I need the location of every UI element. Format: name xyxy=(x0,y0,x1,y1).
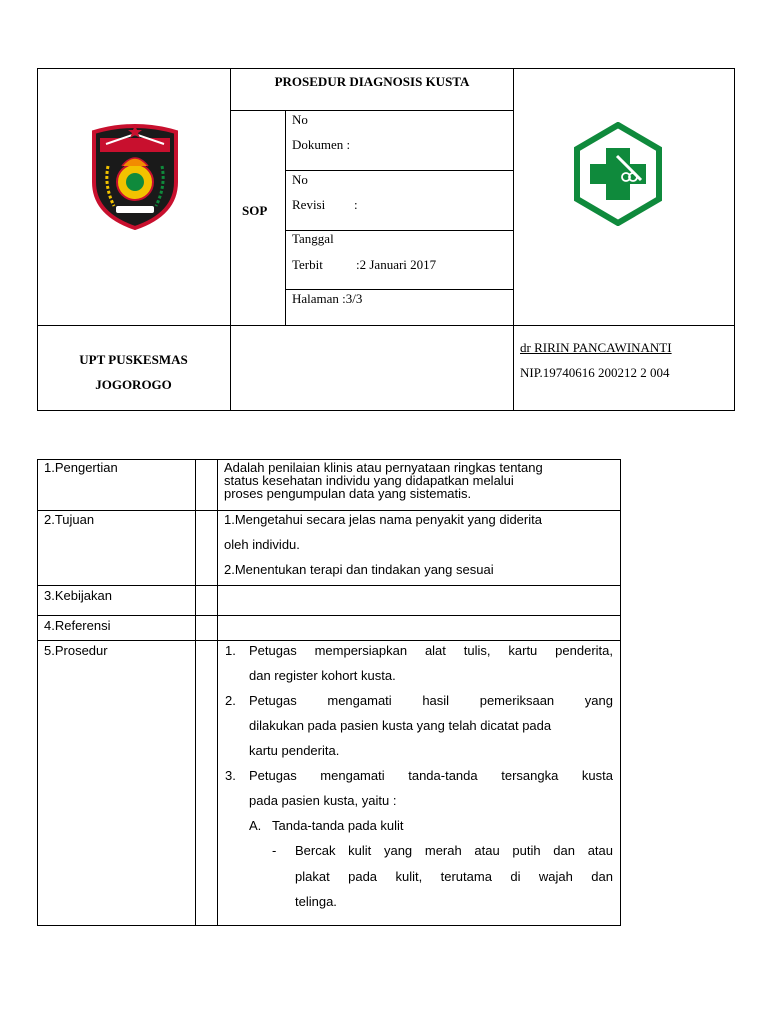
row-label-kebijakan: 3.Kebijakan xyxy=(44,588,112,603)
sub-item-a-text: Tanda-tanda pada kulit xyxy=(272,818,404,833)
no-dokumen-divider xyxy=(285,170,514,171)
table-row-divider-3 xyxy=(37,615,621,616)
pengertian-line2: status kesehatan individu yang didapatkan melalui xyxy=(224,473,514,488)
organization-name-line1: UPT PUSKESMAS xyxy=(79,352,188,367)
no-revisi-colon: : xyxy=(354,197,358,212)
pengertian-line3: proses pengumpulan data yang sistematis. xyxy=(224,486,472,501)
no-dokumen-label-line1: No xyxy=(292,112,308,127)
regency-crest-logo xyxy=(90,122,180,230)
tanggal-label-line2: Terbit xyxy=(292,257,323,272)
document-title: PROSEDUR DIAGNOSIS KUSTA xyxy=(274,74,470,89)
step-2-line3: kartu penderita. xyxy=(249,743,340,758)
title-underline xyxy=(230,110,514,111)
tujuan-line1: 1.Mengetahui secara jelas nama penyakit yang diderita xyxy=(224,512,542,527)
no-revisi-label-line2: Revisi xyxy=(292,197,326,212)
halaman: Halaman :3/3 xyxy=(292,291,363,306)
no-dokumen-label-line2: Dokumen : xyxy=(292,137,351,152)
table-row-divider-2 xyxy=(37,585,621,586)
puskesmas-cross-logo xyxy=(573,122,663,226)
step-1-line2: dan register kohort kusta. xyxy=(249,668,396,683)
bullet-line2: plakat pada kulit, terutama di wajah dan xyxy=(295,869,613,884)
signer-nip: NIP.19740616 200212 2 004 xyxy=(520,365,670,380)
step-1-number: 1. xyxy=(225,643,236,658)
tanggal-label-line1: Tanggal xyxy=(292,231,334,246)
row-label-pengertian: 1.Pengertian xyxy=(44,460,118,475)
tanggal-value: :2 Januari 2017 xyxy=(356,257,437,272)
sop-column-divider xyxy=(285,110,286,325)
sub-item-a-number: A. xyxy=(249,818,262,833)
pengertian-line1: Adalah penilaian klinis atau pernyataan ringkas tentang xyxy=(224,460,543,475)
header-divider-bottom xyxy=(37,325,735,326)
step-1-line1: Petugas mempersiapkan alat tulis, kartu penderita, xyxy=(249,643,613,658)
step-3-number: 3. xyxy=(225,768,236,783)
sop-label: SOP xyxy=(242,203,268,218)
tanggal-divider xyxy=(285,289,514,290)
bullet-dash: - xyxy=(272,843,277,858)
tujuan-line3: 2.Menentukan terapi dan tindakan yang sesuai xyxy=(224,562,494,577)
header-divider-left xyxy=(230,68,231,411)
no-revisi-label-line1: No xyxy=(292,172,308,187)
organization-name-line2: JOGOROGO xyxy=(95,377,172,392)
step-3-line2: pada pasien kusta, yaitu : xyxy=(249,793,397,808)
header-divider-right xyxy=(513,68,514,411)
bullet-line1: Bercak kulit yang merah atau putih dan atau xyxy=(295,843,613,858)
step-2-number: 2. xyxy=(225,693,236,708)
table-col-divider-1 xyxy=(195,459,196,926)
step-3-line1: Petugas mengamati tanda-tanda tersangka kusta xyxy=(249,768,613,783)
signer-name: dr RIRIN PANCAWINANTI xyxy=(520,340,672,355)
table-col-divider-2 xyxy=(217,459,218,926)
step-2-line1: Petugas mengamati hasil pemeriksaan yang xyxy=(249,693,613,708)
row-label-prosedur: 5.Prosedur xyxy=(44,643,108,658)
row-label-tujuan: 2.Tujuan xyxy=(44,512,95,527)
tujuan-line2: oleh individu. xyxy=(224,537,300,552)
row-label-referensi: 4.Referensi xyxy=(44,618,111,633)
bullet-line3: telinga. xyxy=(295,894,337,909)
table-row-divider-1 xyxy=(37,510,621,511)
step-2-line2: dilakukan pada pasien kusta yang telah dicatat pada xyxy=(249,718,552,733)
table-row-divider-4 xyxy=(37,640,621,641)
